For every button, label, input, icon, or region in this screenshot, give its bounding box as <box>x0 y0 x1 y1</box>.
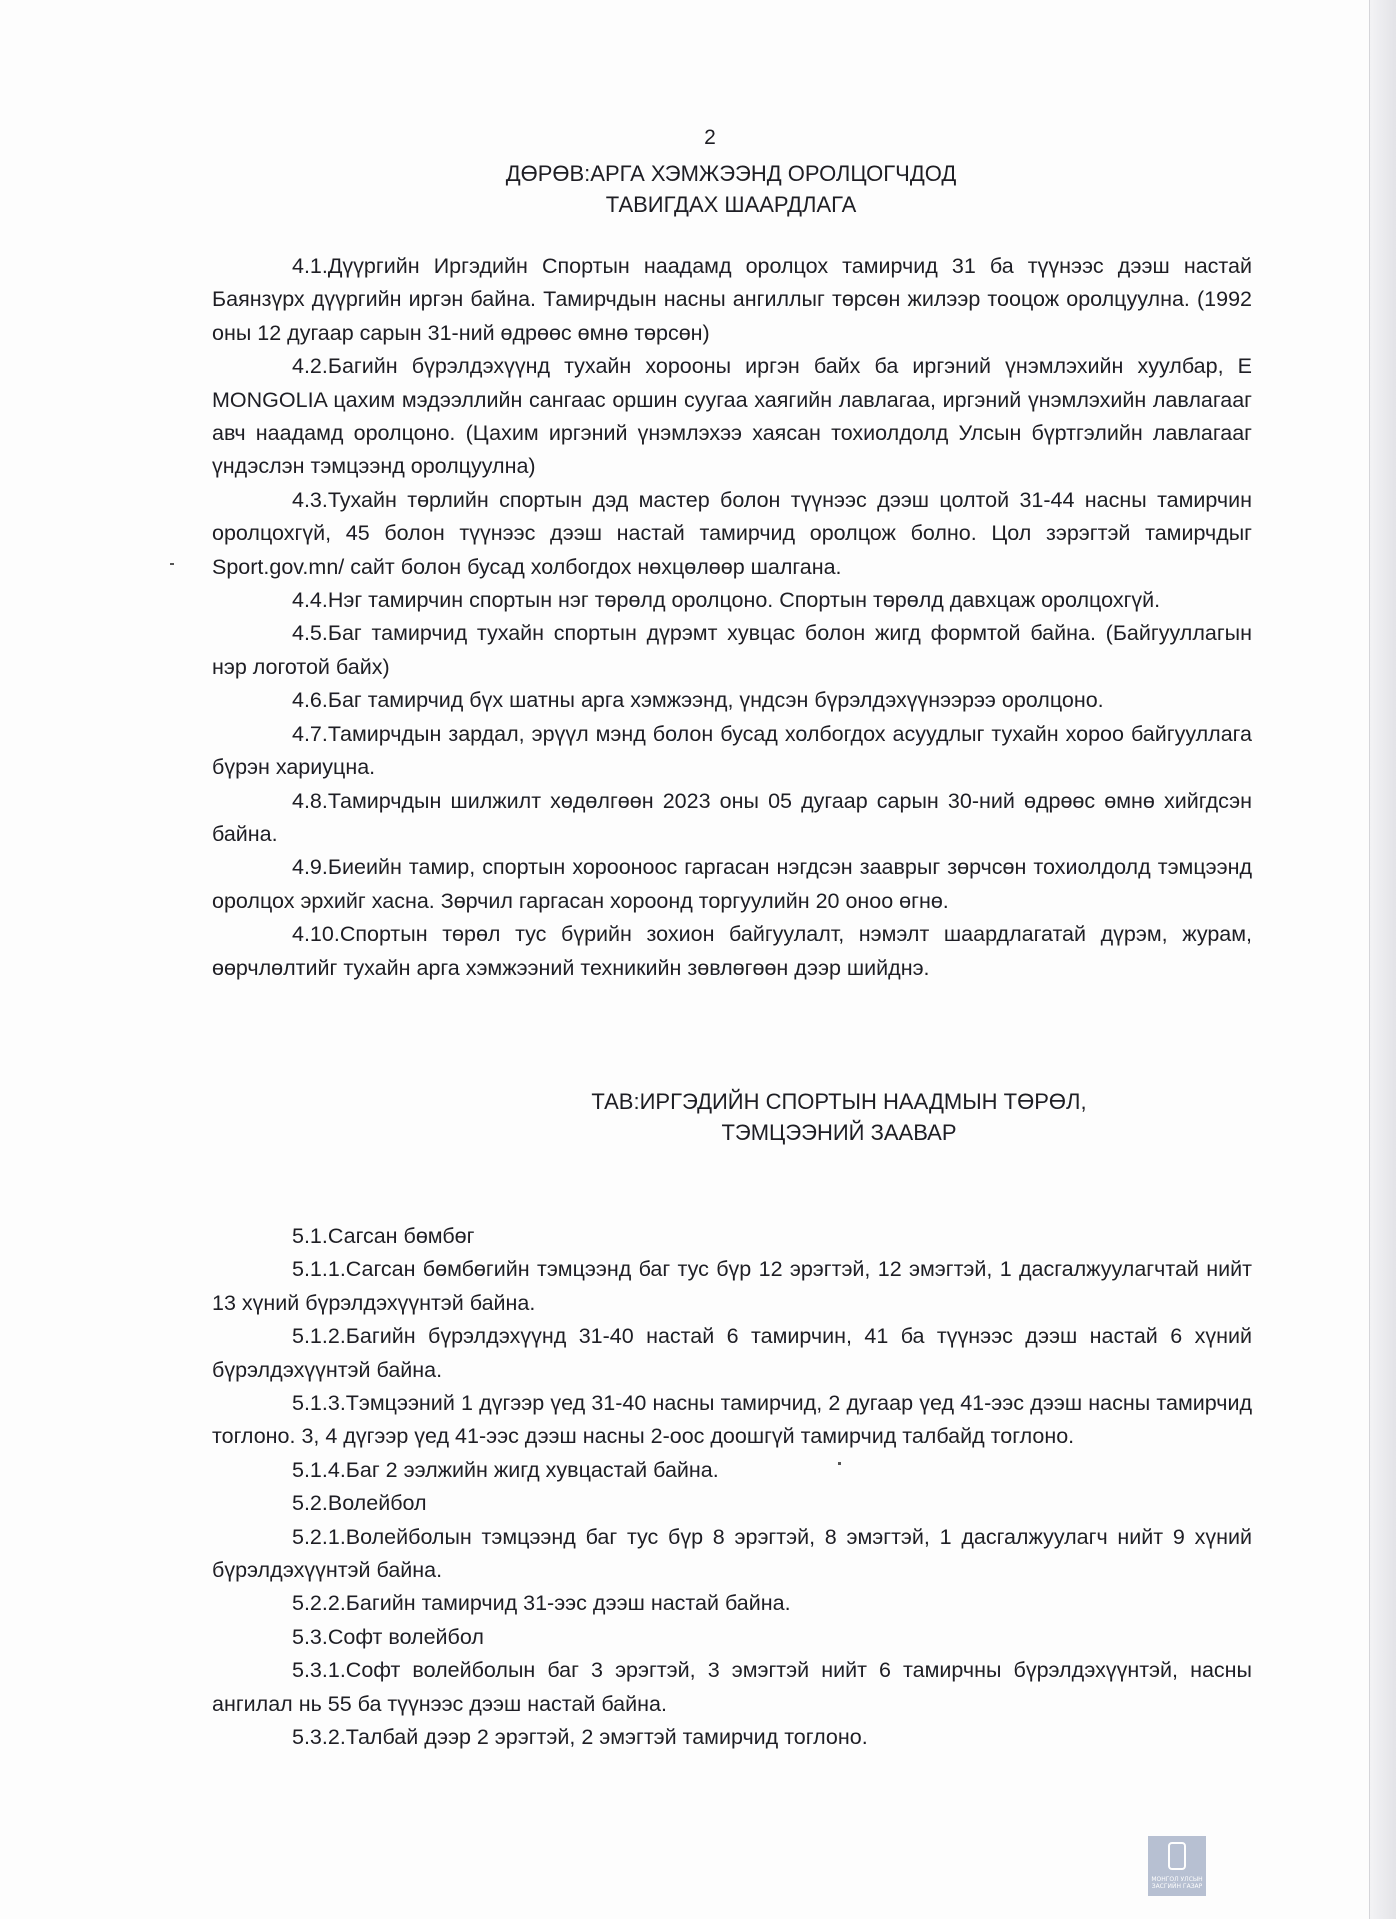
government-logo <box>1148 1836 1206 1896</box>
section-5-body <box>212 1220 1252 1755</box>
paragraph-5-1-1: 5.1.1.Сагсан бөмбөгийн тэмцээнд баг тус бүр 12 эрэгтэй, 12 эмэгтэй, 1 дасгалжуулагчтай нийт 13 хүний бүрэлдэхүүнтэй байна. <box>212 1257 1252 1315</box>
section-5-heading <box>0 1086 1396 1148</box>
section-4-title-line2: ТАВИГДАХ ШААРДЛАГА <box>605 192 857 217</box>
paragraph-5-1-4: 5.1.4.Баг 2 ээлжийн жигд хувцастай байна. <box>292 1457 719 1482</box>
section-4-body <box>212 250 1252 985</box>
section-4-heading <box>0 158 1396 220</box>
paragraph-4-9: 4.9.Биеийн тамир, спортын хорооноос гаргасан нэгдсэн зааврыг зөрчсөн тохиолдолд тэмцээнд оролцох эрхийг хасна. Зөрчил гаргасан хороонд торгуулийн 20 оноо өгнө. <box>212 855 1252 913</box>
paragraph-4-10: 4.10.Спортын төрөл тус бүрийн зохион байгуулалт, нэмэлт шаардлагатай дүрэм, журам, өөрчлөлтийг тухайн арга хэмжээний техникийн зөвлөгөөн дээр шийднэ. <box>212 922 1252 980</box>
paragraph-4-5: 4.5.Баг тамирчид тухайн спортын дүрэмт хувцас болон жигд формтой байна. (Байгууллагын нэр логотой байх) <box>212 621 1252 679</box>
section-5-title-line1: ТАВ:ИРГЭДИЙН СПОРТЫН НААДМЫН ТӨРӨЛ, <box>591 1089 1087 1114</box>
paragraph-5-2: 5.2.Волейбол <box>292 1491 427 1516</box>
paragraph-5-3: 5.3.Софт волейбол <box>292 1624 484 1649</box>
page-edge <box>1369 0 1396 1919</box>
paragraph-4-3: 4.3.Тухайн төрлийн спортын дэд мастер болон түүнээс дээш цолтой 31-44 насны тамирчин оролцохгүй, 45 болон түүнээс дээш настай тамирчид оролцож болно. Цол зэрэгтэй тамирчдыг Sport.gov.mn/ сайт болон бусад холбогдох нөхцөлөөр шалгана. <box>212 487 1252 579</box>
paragraph-5-3-1: 5.3.1.Софт волейболын баг 3 эрэгтэй, 3 эмэгтэй нийт 6 тамирчны бүрэлдэхүүнтэй, насны ангилал нь 55 ба түүнээс дээш настай байна. <box>212 1658 1252 1716</box>
paragraph-4-8: 4.8.Тамирчдын шилжилт хөдөлгөөн 2023 оны 05 дугаар сарын 30-ний өдрөөс өмнө хийгдсэн байна. <box>212 788 1252 846</box>
paragraph-4-2: 4.2.Багийн бүрэлдэхүүнд тухайн хорооны иргэн байх ба иргэний үнэмлэхийн хуулбар, Е MONGOLIA цахим мэдээллийн сангаас оршин суугаа хаягийн лавлагаа, иргэний үнэмлэхийн лавлагааг авч наадамд оролцоно. (Цахим иргэний үнэмлэхээ хаясан тохиолдолд Улсын бүртгэлийн лавлагааг үндэслэн тэмцээнд оролцуулна) <box>212 354 1252 479</box>
paragraph-4-6: 4.6.Баг тамирчид бүх шатны арга хэмжээнд, үндсэн бүрэлдэхүүнээрээ оролцоно. <box>292 688 1104 713</box>
section-4-title-line1: ДӨРӨВ:АРГА ХЭМЖЭЭНД ОРОЛЦОГЧДОД <box>505 161 957 186</box>
paragraph-5-2-2: 5.2.2.Багийн тамирчид 31-ээс дээш настай байна. <box>292 1591 791 1616</box>
scan-speck <box>170 563 174 565</box>
scan-speck <box>838 1462 841 1465</box>
page-number: 2 <box>704 126 716 149</box>
paragraph-5-1-2: 5.1.2.Багийн бүрэлдэхүүнд 31-40 настай 6 тамирчин, 41 ба түүнээс дээш настай 6 хүний бүрэлдэхүүнтэй байна. <box>212 1324 1252 1382</box>
paragraph-4-7: 4.7.Тамирчдын зардал, эрүүл мэнд болон бусад холбогдох асуудлыг тухайн хороо байгууллага бүрэн хариуцна. <box>212 721 1252 780</box>
paragraph-4-1: 4.1.Дүүргийн Иргэдийн Спортын наадамд оролцох тамирчид 31 ба түүнээс дээш настай Баянзүрх дүүргийн иргэн байна. Тамирчдын насны ангиллыг төрсөн жилээр тооцож оролцуулна. (1992 оны 12 дугаар сарын 31-ний өдрөөс өмнө төрсөн) <box>212 254 1252 345</box>
logo-text: МОНГОЛ УЛСЫН ЗАСГИЙН ГАЗАР <box>1151 1876 1203 1890</box>
paragraph-5-2-1: 5.2.1.Волейболын тэмцээнд баг тус бүр 8 эрэгтэй, 8 эмэгтэй, 1 дасгалжуулагч нийт 9 хүний бүрэлдэхүүнтэй байна. <box>212 1524 1252 1583</box>
paragraph-5-3-2: 5.3.2.Талбай дээр 2 эрэгтэй, 2 эмэгтэй тамирчид тоглоно. <box>292 1725 868 1750</box>
soyombo-emblem-icon <box>1168 1842 1186 1870</box>
paragraph-5-1: 5.1.Сагсан бөмбөг <box>292 1224 475 1248</box>
paragraph-5-1-3: 5.1.3.Тэмцээний 1 дүгээр үед 31-40 насны тамирчид, 2 дугаар үед 41-ээс дээш насны тамирчид тоглоно. 3, 4 дүгээр үед 41-ээс дээш насны 2-оос доошгүй тамирчид талбайд тоглоно. <box>212 1391 1252 1449</box>
section-5-title-line2: ТЭМЦЭЭНИЙ ЗААВАР <box>721 1120 957 1145</box>
paragraph-4-4: 4.4.Нэг тамирчин спортын нэг төрөлд оролцоно. Спортын төрөлд давхцаж оролцохгүй. <box>292 588 1161 613</box>
